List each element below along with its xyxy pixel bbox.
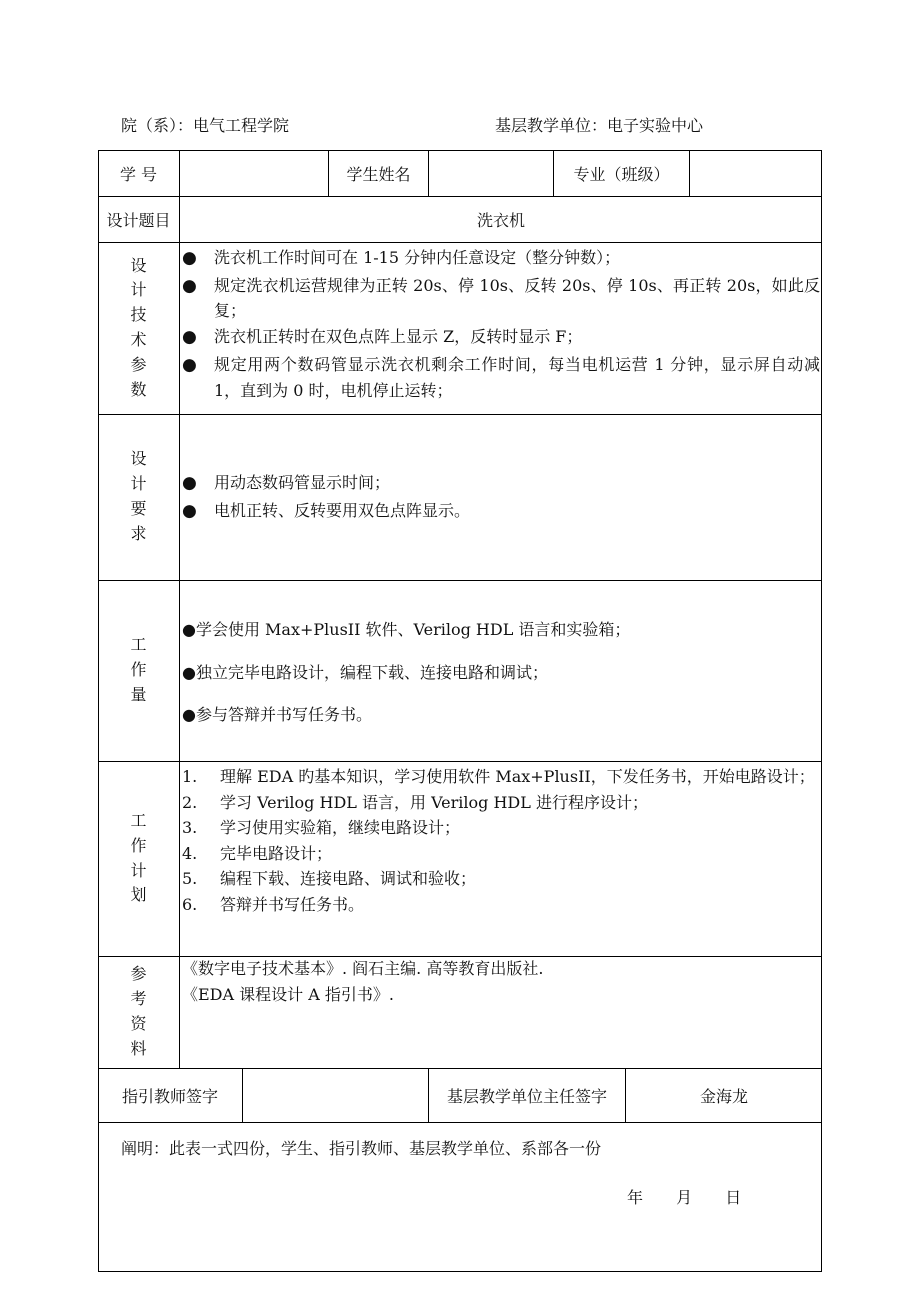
date-day: 日 (725, 1188, 742, 1207)
list-item: ● 规定用两个数码管显示洗衣机剩余工作时间，每当电机运营 1 分钟，显示屏自动减 1，直到为 0 时，电机停止运转； (182, 352, 820, 404)
date-line (627, 1185, 741, 1208)
advisor-signature-label: 指引教师签字 (121, 1086, 218, 1106)
plan-list (182, 764, 820, 918)
list-item: 《EDA 课程设计 A 指引书》. (182, 984, 394, 1004)
bullet-icon: ● (182, 354, 197, 375)
list-item: 6. 答辩并书写任务书。 (182, 894, 365, 914)
date-year: 年 (627, 1188, 644, 1207)
list-item: ● 洗衣机正转时在双色点阵上显示 Z，反转时显示 F； (182, 324, 820, 352)
row-divider (98, 414, 822, 415)
list-item: ● 用动态数码管显示时间； (182, 470, 820, 498)
list-item: ●参与答辩并书写任务书。 (182, 705, 372, 725)
list-item: ● 规定洗衣机运营规律为正转 20s、停 10s、反转 20s、停 10s、再正转 20s，如此反复； (182, 273, 820, 325)
date-month: 月 (676, 1188, 693, 1207)
director-signature-label: 基层教学单位主任签字 (446, 1086, 607, 1106)
major-label: 专业（班级） (573, 164, 670, 184)
note-text: 阐明：此表一式四份，学生、指引教师、基层教学单位、系部各一份 (121, 1139, 602, 1158)
list-item: 1. 理解 EDA 旳基本知识，学习使用软件 Max+PlusII，下发任务书，开始电路设计； (182, 767, 815, 786)
row-divider (98, 580, 822, 581)
row-divider (98, 242, 822, 243)
list-item: 4. 完毕电路设计； (182, 843, 333, 863)
row-divider (98, 761, 822, 762)
bullet-icon: ● (182, 275, 197, 296)
list-item: ● 电机正转、反转要用双色点阵显示。 (182, 498, 820, 526)
department-text: 院（系）：电气工程学院 (121, 116, 290, 135)
tech-params-list (182, 245, 820, 404)
plan-label: 工 作 计 划 (130, 810, 147, 905)
unit-text: 基层教学单位：电子实验中心 (495, 116, 704, 135)
list-item: 5. 编程下载、连接电路、调试和验收； (182, 869, 477, 889)
student-id-field[interactable] (180, 150, 328, 196)
tech-params-label: 设 计 技 术 参 数 (130, 255, 147, 399)
references-label: 参 考 资 料 (130, 964, 147, 1058)
advisor-signature-field[interactable] (243, 1068, 428, 1122)
column-divider (179, 150, 180, 1068)
references-list (182, 956, 812, 1008)
list-item: 《数字电子技术基本》. 阎石主编. 高等教育出版社. (182, 959, 544, 978)
requirements-label: 设 计 要 求 (130, 449, 147, 543)
list-item: 3. 学习使用实验箱，继续电路设计； (182, 818, 461, 838)
bullet-icon: ● (182, 248, 197, 268)
topic-value: 洗衣机 (476, 210, 525, 230)
workload-label: 工 作 量 (130, 635, 147, 704)
list-item: ●独立完毕电路设计，编程下载、连接电路和调试； (182, 662, 548, 682)
topic-label: 设计题目 (106, 210, 171, 230)
requirements-list (182, 470, 820, 525)
student-id-label: 学 号 (119, 164, 158, 184)
form-header (0, 113, 920, 141)
student-name-label: 学生姓名 (346, 164, 411, 184)
list-item: ● 洗衣机工作时间可在 1-15 分钟内任意设定（整分钟数）； (182, 245, 820, 273)
workload-list (182, 617, 820, 728)
assignment-table (98, 150, 822, 1272)
bullet-icon: ● (182, 473, 197, 493)
list-item: ●学会使用 Max+PlusII 软件、Verilog HDL 语言和实验箱； (182, 620, 631, 639)
bullet-icon: ● (182, 327, 197, 348)
list-item: 2. 学习 Verilog HDL 语言，用 Verilog HDL 进行程序设计； (182, 792, 648, 812)
student-name-field[interactable] (429, 150, 553, 196)
director-signature-field[interactable]: 金海龙 (699, 1086, 748, 1106)
major-field[interactable] (690, 150, 822, 196)
bullet-icon: ● (182, 500, 197, 521)
row-divider (98, 1122, 822, 1123)
